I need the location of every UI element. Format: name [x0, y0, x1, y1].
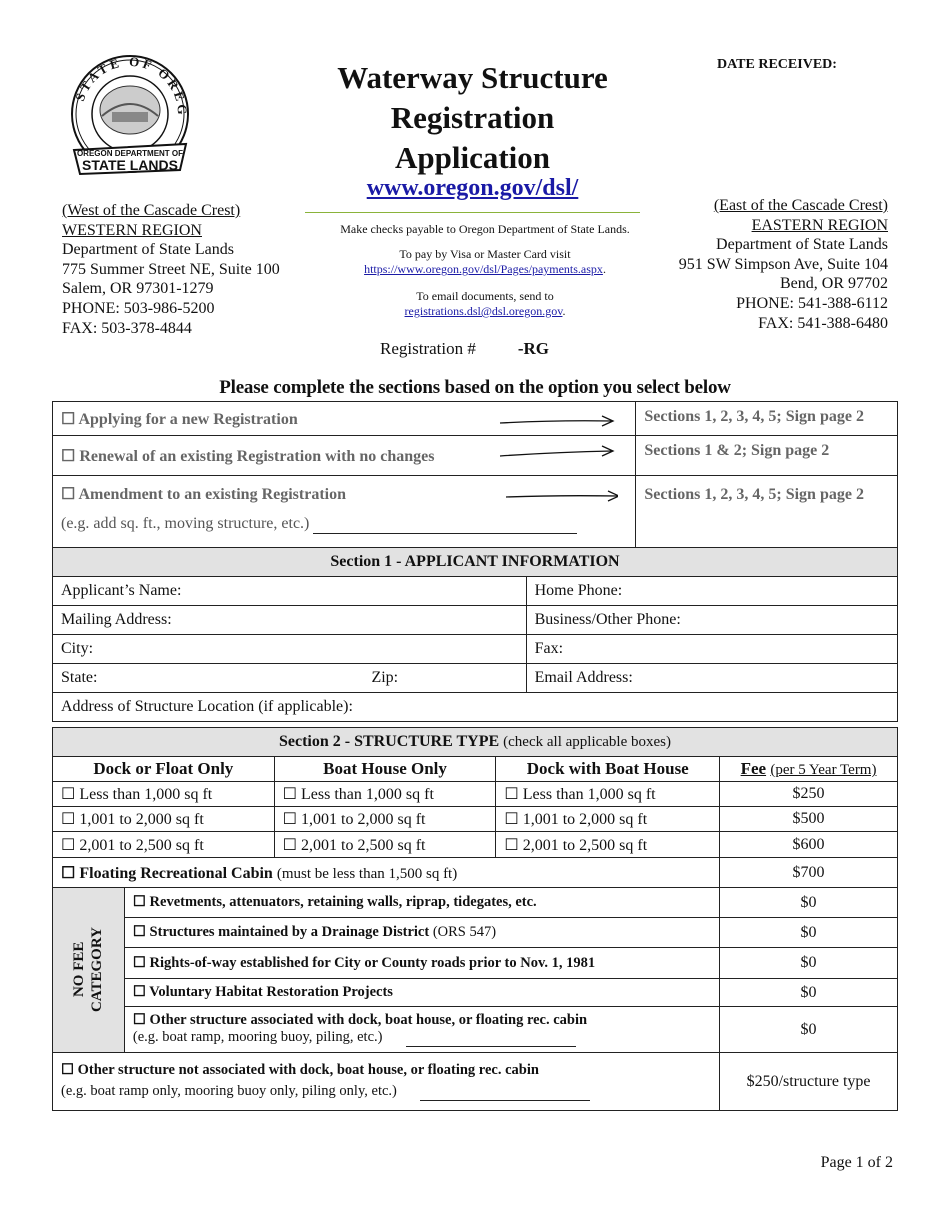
- option-amendment-checkbox[interactable]: ☐ Amendment to an existing Registration: [61, 486, 346, 503]
- option-new-checkbox[interactable]: ☐ Applying for a new Registration: [53, 402, 636, 436]
- option-row-new[interactable]: [53, 402, 898, 436]
- seal-banner-line2: STATE LANDS: [82, 157, 178, 173]
- registration-number: [380, 339, 549, 359]
- state-field[interactable]: State:: [61, 669, 98, 686]
- west-dept: Department of State Lands: [62, 241, 234, 259]
- email-link[interactable]: registrations.dsl@dsl.oregon.gov: [404, 304, 563, 318]
- fax-field[interactable]: Fax:: [526, 635, 897, 664]
- dock-size-3-checkbox[interactable]: ☐ 2,001 to 2,500 sq ft: [53, 832, 275, 858]
- col-dock-float: Dock or Float Only: [53, 757, 275, 782]
- combo-size-1-checkbox[interactable]: ☐ Less than 1,000 sq ft: [496, 782, 720, 807]
- seal-ring-text: STATE OF OREG: [72, 53, 191, 118]
- east-street: 951 SW Simpson Ave, Suite 104: [678, 255, 888, 273]
- east-dept: Department of State Lands: [716, 236, 888, 254]
- section-2-header: [53, 728, 898, 757]
- title-line-2: Registration: [390, 100, 555, 135]
- fee-rights-of-way: $0: [720, 948, 898, 979]
- combo-size-2-checkbox[interactable]: ☐ 1,001 to 2,000 sq ft: [496, 807, 720, 832]
- fee-cabin: $700: [720, 858, 898, 888]
- east-fax: FAX: 541-388-6480: [758, 314, 888, 332]
- east-note: (East of the Cascade Crest): [713, 197, 888, 214]
- state-zip-row[interactable]: [53, 664, 527, 693]
- payment-info: Make checks payable to Oregon Department of State Lands. To pay by Visa or Master Card visit https://www.oregon.gov/dsl/Pages/payments.aspx. To email documents, send to registrations.dsl@dsl.oregon.gov.: [300, 222, 670, 329]
- arrow-icon: [498, 410, 618, 510]
- other-not-associated-checkbox[interactable]: ☐ Other structure not associated with dock, boat house, or floating rec. cabin: [61, 1062, 539, 1078]
- visa-note: To pay by Visa or Master Card visit: [399, 247, 571, 261]
- city-field[interactable]: City:: [53, 635, 527, 664]
- revetments-checkbox[interactable]: ☐ Revetments, attenuators, retaining walls, riprap, tidegates, etc.: [124, 888, 719, 918]
- option-renewal-sections: Sections 1 & 2; Sign page 2: [636, 436, 898, 476]
- fee-size-1: $250: [720, 782, 898, 807]
- email-address-field[interactable]: Email Address:: [526, 664, 897, 693]
- other-associated-checkbox[interactable]: ☐ Other structure associated with dock, boat house, or floating rec. cabin: [132, 1012, 588, 1028]
- col-fee: [720, 757, 898, 782]
- option-new-sections: Sections 1, 2, 3, 4, 5; Sign page 2: [636, 402, 898, 436]
- no-fee-category: [53, 888, 125, 1053]
- option-row-renewal[interactable]: [53, 436, 898, 476]
- email-note: To email documents, send to: [416, 289, 554, 303]
- drainage-note: (ORS 547): [432, 924, 497, 940]
- registration-label: Registration #: [380, 339, 476, 358]
- home-phone-field[interactable]: Home Phone:: [526, 577, 897, 606]
- west-street: 775 Summer Street NE, Suite 100: [62, 260, 280, 278]
- drainage-checkbox[interactable]: ☐ Structures maintained by a Drainage District: [132, 924, 430, 940]
- east-phone: PHONE: 541-388-6112: [736, 294, 888, 312]
- no-fee-label-1: NO FEE: [71, 942, 88, 998]
- date-received-label: DATE RECEIVED:: [717, 57, 837, 72]
- drainage-row[interactable]: [124, 918, 719, 948]
- combo-size-3-checkbox[interactable]: ☐ 2,001 to 2,500 sq ft: [496, 832, 720, 858]
- fee-label: Fee: [740, 759, 767, 778]
- amendment-description-field[interactable]: [313, 515, 577, 534]
- boathouse-size-1-checkbox[interactable]: ☐ Less than 1,000 sq ft: [274, 782, 496, 807]
- col-boat-house: Boat House Only: [274, 757, 496, 782]
- cabin-note: (must be less than 1,500 sq ft): [276, 865, 458, 882]
- option-amendment-example: (e.g. add sq. ft., moving structure, etc.): [61, 515, 310, 532]
- business-phone-field[interactable]: Business/Other Phone:: [526, 606, 897, 635]
- other-not-associated-field[interactable]: [420, 1083, 590, 1101]
- east-region: EASTERN REGION: [751, 216, 888, 234]
- fee-term: (per 5 Year Term): [770, 762, 877, 778]
- dsl-website-link[interactable]: www.oregon.gov/dsl/: [366, 175, 579, 201]
- section-2-note: (check all applicable boxes): [503, 734, 671, 750]
- applicant-name-field[interactable]: Applicant’s Name:: [53, 577, 527, 606]
- fee-size-2: $500: [720, 807, 898, 832]
- boathouse-size-2-checkbox[interactable]: ☐ 1,001 to 2,000 sq ft: [274, 807, 496, 832]
- zip-field[interactable]: Zip:: [371, 669, 399, 686]
- other-not-associated-example: (e.g. boat ramp only, mooring buoy only, piling only, etc.): [61, 1083, 397, 1099]
- rights-of-way-checkbox[interactable]: ☐ Rights-of-way established for City or County roads prior to Nov. 1, 1981: [124, 948, 719, 979]
- section-1-table: [52, 547, 898, 722]
- west-note: (West of the Cascade Crest): [62, 202, 241, 219]
- seal-banner-line1: OREGON DEPARTMENT OF: [76, 149, 184, 158]
- west-region: WESTERN REGION: [62, 221, 202, 239]
- fee-size-3: $600: [720, 832, 898, 858]
- west-city: Salem, OR 97301-1279: [62, 280, 214, 298]
- cabin-checkbox[interactable]: ☐ Floating Recreational Cabin: [61, 864, 273, 882]
- other-associated-field[interactable]: [406, 1029, 576, 1047]
- page-title: [300, 58, 645, 178]
- section-2-title: Section 2 - STRUCTURE TYPE: [278, 733, 500, 750]
- section-2-table: [52, 727, 898, 1111]
- boathouse-size-3-checkbox[interactable]: ☐ 2,001 to 2,500 sq ft: [274, 832, 496, 858]
- west-phone: PHONE: 503-986-5200: [62, 299, 215, 317]
- other-associated-example: (e.g. boat ramp, mooring buoy, piling, etc.): [132, 1029, 383, 1045]
- payment-link[interactable]: https://www.oregon.gov/dsl/Pages/payments.aspx: [364, 262, 603, 276]
- dock-size-1-checkbox[interactable]: ☐ Less than 1,000 sq ft: [53, 782, 275, 807]
- fee-habitat: $0: [720, 979, 898, 1007]
- dock-size-2-checkbox[interactable]: ☐ 1,001 to 2,000 sq ft: [53, 807, 275, 832]
- options-table: [52, 401, 898, 548]
- other-not-associated-row[interactable]: [53, 1053, 720, 1111]
- page-number: Page 1 of 2: [820, 1154, 893, 1171]
- fee-other-associated: $0: [720, 1007, 898, 1053]
- title-line-1: Waterway Structure: [337, 60, 608, 95]
- east-city: Bend, OR 97702: [780, 275, 888, 293]
- oregon-state-lands-seal: [60, 52, 200, 180]
- mailing-address-field[interactable]: Mailing Address:: [53, 606, 527, 635]
- col-dock-boat-house: Dock with Boat House: [496, 757, 720, 782]
- option-row-amendment[interactable]: [53, 476, 898, 548]
- title-line-3: Application: [394, 140, 551, 175]
- section-1-title: Section 1 - APPLICANT INFORMATION: [53, 548, 898, 577]
- west-fax: FAX: 503-378-4844: [62, 319, 192, 337]
- fee-other-not-associated: $250/structure type: [720, 1053, 898, 1111]
- registration-suffix: -RG: [517, 339, 550, 358]
- structure-location-field[interactable]: Address of Structure Location (if applicable):: [53, 693, 898, 722]
- western-region-address: [62, 201, 280, 338]
- option-renewal-checkbox[interactable]: ☐ Renewal of an existing Registration with no changes: [53, 436, 636, 476]
- option-amendment-sections: Sections 1, 2, 3, 4, 5; Sign page 2: [636, 476, 898, 548]
- fee-revetments: $0: [720, 888, 898, 918]
- habitat-restoration-checkbox[interactable]: ☐ Voluntary Habitat Restoration Projects: [124, 979, 719, 1007]
- no-fee-label-2: CATEGORY: [89, 927, 106, 1013]
- divider: [305, 212, 640, 213]
- checks-note: Make checks payable to Oregon Department of State Lands.: [340, 222, 630, 236]
- cabin-row[interactable]: [53, 858, 720, 888]
- fee-drainage: $0: [720, 918, 898, 948]
- other-associated-row[interactable]: [124, 1007, 719, 1053]
- options-heading: Please complete the sections based on the option you select below: [219, 377, 731, 398]
- eastern-region-address: [679, 196, 888, 333]
